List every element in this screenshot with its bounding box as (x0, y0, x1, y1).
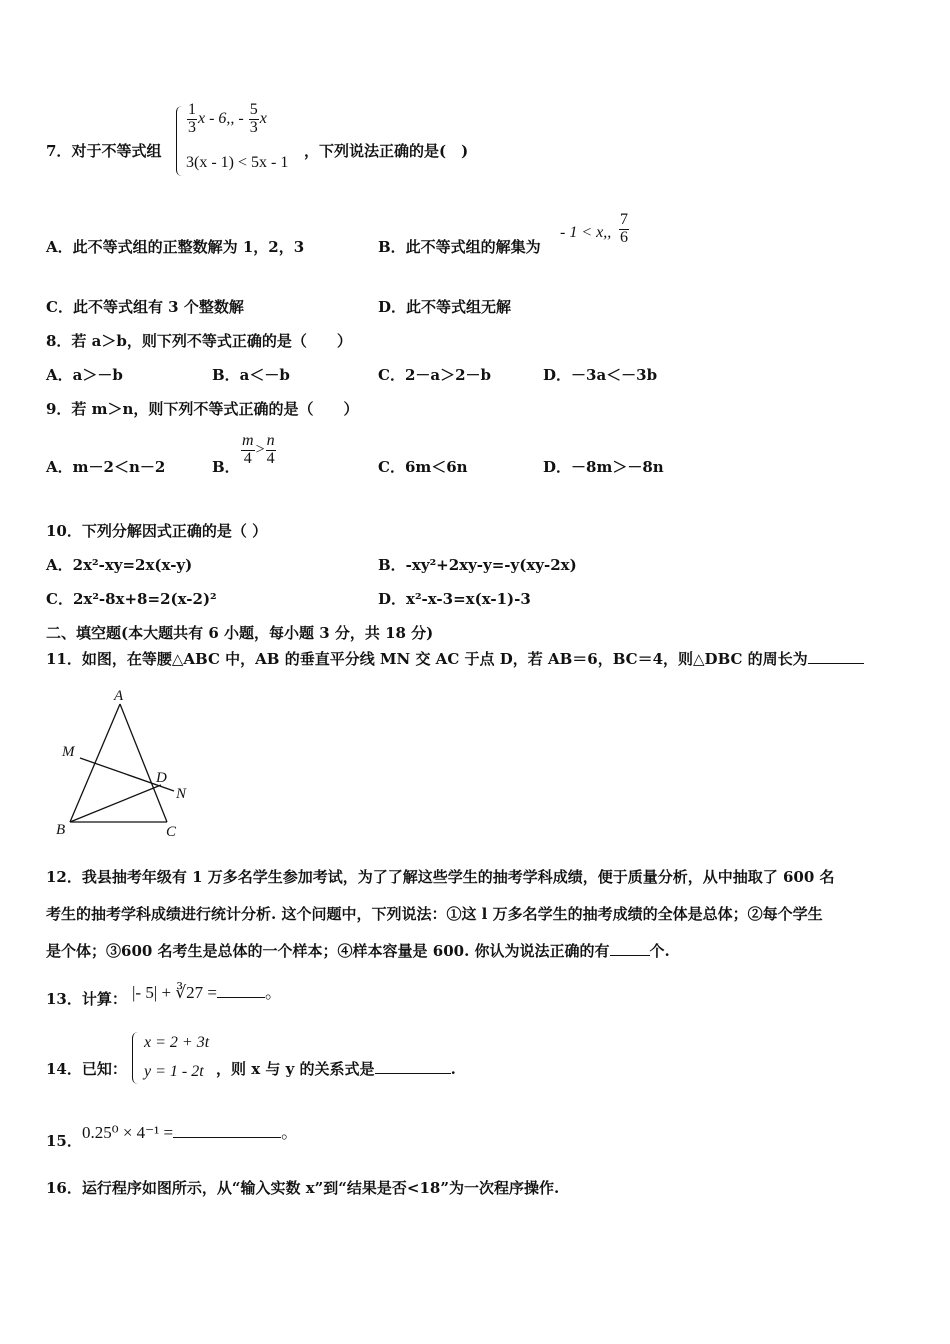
q14-line2: y = 1 - 2t (144, 1063, 204, 1080)
q7-stem: 7．对于不等式组 (46, 142, 162, 160)
q7-system-line2: 3(x - 1) < 5x - 1 (186, 154, 289, 171)
q7-system-line1: $\frac{1}{3}$ x - 6,, - $\frac{5}{3}$ x (188, 101, 267, 136)
q15-answer-blank[interactable] (173, 1137, 281, 1138)
label-n: N (176, 786, 187, 802)
q11-triangle-figure (50, 686, 200, 846)
q13-label: 13．计算： (46, 990, 127, 1008)
segment-ac (120, 704, 167, 822)
q9-option-c: C．6m＜6n (378, 458, 468, 476)
q13-math: |- 5| + ∛27 = 。 (132, 983, 282, 1002)
label-c: C (166, 824, 177, 840)
q8-option-b: B．a＜－b (212, 366, 290, 384)
q14-answer-blank[interactable] (375, 1073, 451, 1074)
q7-option-c: C．此不等式组有 3 个整数解 (46, 298, 244, 316)
q8-option-d: D．－3a＜－3b (543, 366, 658, 384)
q8-stem: 8．若 a＞b，则下列不等式正确的是（ ） (46, 332, 352, 350)
label-a: A (114, 688, 124, 704)
q8-option-c: C．2－a＞2－b (378, 366, 492, 384)
q15-math: 0.25⁰ × 4⁻¹ = 。 (82, 1123, 299, 1142)
q14-after: ，则 x 与 y 的关系式是 . (216, 1060, 456, 1078)
q7-system-brace (176, 106, 185, 176)
q7-option-b-math: - 1 < x,, (560, 224, 612, 241)
q7-option-b-frac: $\frac{7}{6}$ (620, 211, 628, 246)
q12-line2: 考生的抽考学科成绩进行统计分析. 这个问题中，下列说法：①这 l 万多名学生的抽考成绩的全体是总体；②每个学生 (46, 905, 823, 923)
q15-label: 15． (46, 1132, 82, 1150)
q9-option-b-math: $\frac{m}{4}$ > $\frac{n}{4}$ (242, 432, 275, 467)
q12-line1: 12．我县抽考年级有 1 万多名学生参加考试，为了了解这些学生的抽考学科成绩，便于质量分析，从中抽取了 600 名 (46, 868, 835, 886)
q10-option-a: A．2x²-xy=2x(x-y) (46, 556, 193, 574)
q7-option-a: A．此不等式组的正整数解为 1，2，3 (46, 238, 305, 256)
q10-stem: 10．下列分解因式正确的是（ ） (46, 522, 268, 540)
q14-system-brace (132, 1032, 141, 1084)
label-m: M (62, 744, 75, 760)
q12-answer-blank[interactable] (610, 955, 650, 956)
label-b: B (56, 822, 66, 838)
q8-option-a: A．a＞－b (46, 366, 123, 384)
q10-option-d: D．x²-x-3=x(x-1)-3 (378, 590, 531, 608)
q16-text: 16．运行程序如图所示，从“输入实数 x”到“结果是否<18”为一次程序操作. (46, 1179, 560, 1197)
q9-stem: 9．若 m＞n，则下列不等式正确的是（ ） (46, 400, 359, 418)
q11-text: 11．如图，在等腰△ABC 中，AB 的垂直平分线 MN 交 AC 于点 D，若 AB＝6，BC＝4，则△DBC 的周长为 (46, 648, 864, 669)
q9-option-a: A．m－2＜n－2 (46, 458, 166, 476)
q7-option-b: B．此不等式组的解集为 (378, 238, 541, 256)
q13-answer-blank[interactable] (217, 997, 265, 998)
q10-option-c: C．2x²-8x+8=2(x-2)² (46, 590, 217, 608)
label-d: D (156, 770, 167, 786)
q7-after: ，下列说法正确的是( ) (304, 142, 469, 160)
q9-option-b-label: B． (212, 458, 240, 476)
q10-option-b: B．-xy²+2xy-y=-y(xy-2x) (378, 556, 577, 574)
q12-line3: 是个体；③600 名考生是总体的一个样本；④样本容量是 600. 你认为说法正确的有 个. (46, 942, 670, 960)
q14-label: 14．已知： (46, 1060, 127, 1078)
q7-option-d: D．此不等式组无解 (378, 298, 512, 316)
section-heading: 二、填空题(本大题共有 6 小题，每小题 3 分，共 18 分) (46, 624, 434, 642)
q9-option-d: D．－8m＞－8n (543, 458, 664, 476)
q11-answer-blank[interactable] (808, 663, 864, 664)
q14-line1: x = 2 + 3t (144, 1034, 210, 1051)
